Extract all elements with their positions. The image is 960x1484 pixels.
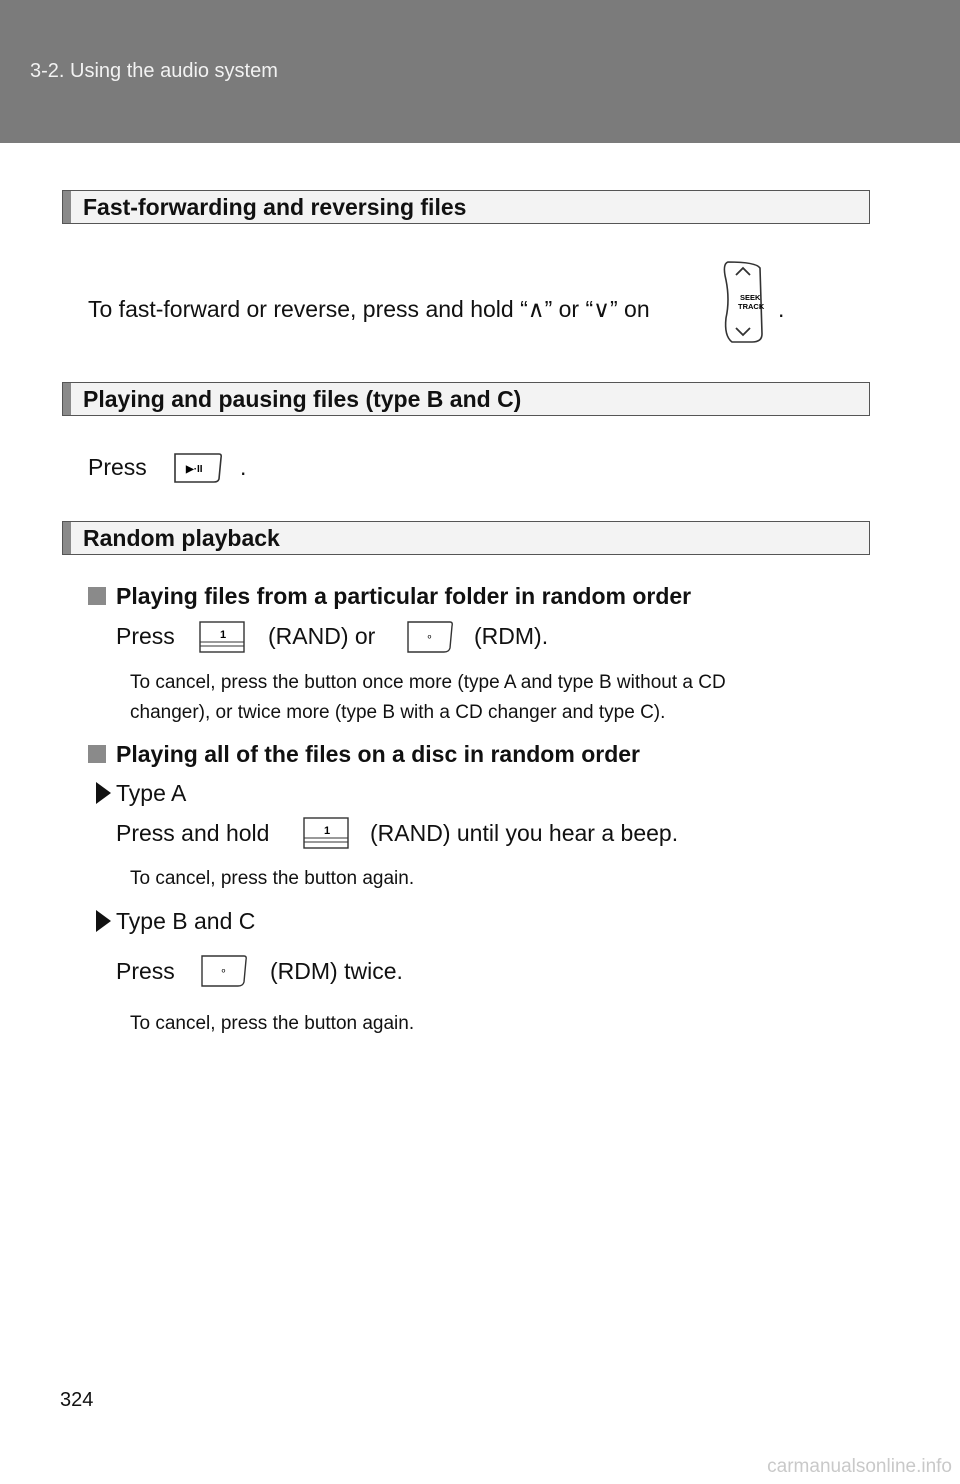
press-label: Press [88, 454, 147, 480]
disc-random-heading: Playing all of the files on a disc in random order [116, 741, 640, 767]
type-bc-label: Type B and C [116, 908, 256, 934]
track-label: TRACK [738, 302, 765, 311]
rdm-button-icon [200, 954, 248, 988]
folder-cancel-note-line2: changer), or twice more (type B with a CD changer and type C). [130, 702, 666, 723]
rand-button-icon [302, 816, 350, 850]
section-header-random [62, 521, 870, 555]
press-label: Press [116, 958, 175, 984]
seek-track-button-icon [716, 258, 772, 344]
rdm-button-icon [406, 620, 454, 654]
press-label: Press [116, 623, 175, 649]
play-pause-symbol: ▶·II [186, 464, 203, 475]
arrow-bullet-icon [96, 782, 111, 804]
breadcrumb: 3-2. Using the audio system [30, 60, 278, 82]
press-and-hold-label: Press and hold [116, 820, 270, 846]
up-symbol: ∧ [527, 296, 545, 322]
section-title: Fast-forwarding and reversing files [83, 194, 467, 220]
folder-cancel-note-line1: To cancel, press the button once more (type A and type B without a CD [130, 672, 726, 693]
square-bullet-icon [88, 745, 106, 763]
watermark: carmanualsonline.info [767, 1456, 952, 1477]
rand-key-number: 1 [220, 629, 227, 641]
play-pause-button-icon [172, 451, 224, 485]
period: . [240, 454, 247, 480]
page-number: 324 [60, 1389, 94, 1411]
rand-button-icon [198, 620, 246, 654]
type-bc-instruction: (RDM) twice. [270, 958, 403, 984]
folder-random-heading: Playing files from a particular folder in random order [116, 583, 692, 609]
fast-forward-instruction: To fast-forward or reverse, press and hold “∧” or “∨” on [88, 296, 650, 322]
seek-label: SEEK [740, 293, 761, 302]
section-title: Playing and pausing files (type B and C) [83, 386, 522, 412]
down-symbol: ∨ [593, 296, 610, 322]
period: . [778, 296, 785, 322]
type-a-label: Type A [116, 780, 187, 806]
type-a-instruction: (RAND) until you hear a beep. [370, 820, 679, 846]
rdm-key-symbol: ∘ [220, 965, 227, 977]
rdm-label: (RDM). [474, 623, 549, 649]
section-title: Random playback [83, 525, 280, 551]
section-header-fast-forward [62, 190, 870, 224]
rand-key-number: 1 [324, 825, 331, 837]
type-a-cancel-note: To cancel, press the button again. [130, 868, 415, 889]
square-bullet-icon [88, 587, 106, 605]
section-header-play-pause [62, 382, 870, 416]
arrow-bullet-icon [96, 910, 111, 932]
rdm-key-symbol: ∘ [426, 631, 433, 643]
type-bc-cancel-note: To cancel, press the button again. [130, 1013, 415, 1034]
rand-or-label: (RAND) or [268, 623, 376, 649]
